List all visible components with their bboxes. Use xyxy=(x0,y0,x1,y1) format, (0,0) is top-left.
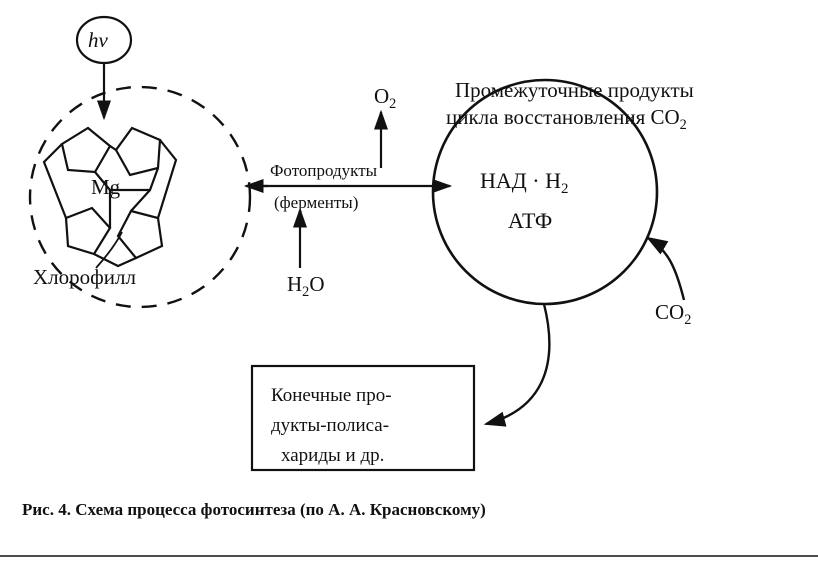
figure-caption: Рис. 4. Схема процесса фотосинтеза (по А. А. Красновскому) xyxy=(22,500,486,519)
water-oxygen: O xyxy=(309,272,325,296)
photoproducts-label: Фотопродукты xyxy=(270,161,378,180)
intermediate-products-line1: Промежуточные продукты xyxy=(455,78,694,102)
oxygen-label xyxy=(374,84,396,113)
magnesium-label: Mg xyxy=(91,175,121,199)
nadh-text: НАД · Н xyxy=(480,168,561,193)
final-products-line1: Конечные про- xyxy=(271,385,392,406)
final-products-arrow xyxy=(486,304,549,424)
water-symbol: H xyxy=(287,272,303,296)
final-products-line3: хариды и др. xyxy=(281,445,385,466)
enzymes-label: (ферменты) xyxy=(274,193,359,212)
atp-label: АТФ xyxy=(508,208,553,233)
intermediate-products-text: цикла восстановления СО xyxy=(446,105,680,129)
co2-arrow xyxy=(648,238,684,300)
carbon-dioxide-text: СО xyxy=(655,300,685,324)
nadh-subscript: 2 xyxy=(561,181,569,198)
intermediate-products-line2 xyxy=(446,105,687,134)
oxygen-symbol: O xyxy=(374,84,390,108)
final-products-line2: дукты-полиса- xyxy=(271,415,390,436)
light-quantum-label: hv xyxy=(88,28,108,52)
intermediate-products-subscript: 2 xyxy=(679,116,687,133)
water-subscript: 2 xyxy=(302,283,310,300)
carbon-dioxide-subscript: 2 xyxy=(684,311,692,328)
carbon-dioxide-label xyxy=(655,300,691,329)
oxygen-subscript: 2 xyxy=(389,95,397,112)
water-label xyxy=(287,272,324,301)
nadh-label xyxy=(480,168,568,198)
chlorophyll-label: Хлорофилл xyxy=(33,265,136,289)
